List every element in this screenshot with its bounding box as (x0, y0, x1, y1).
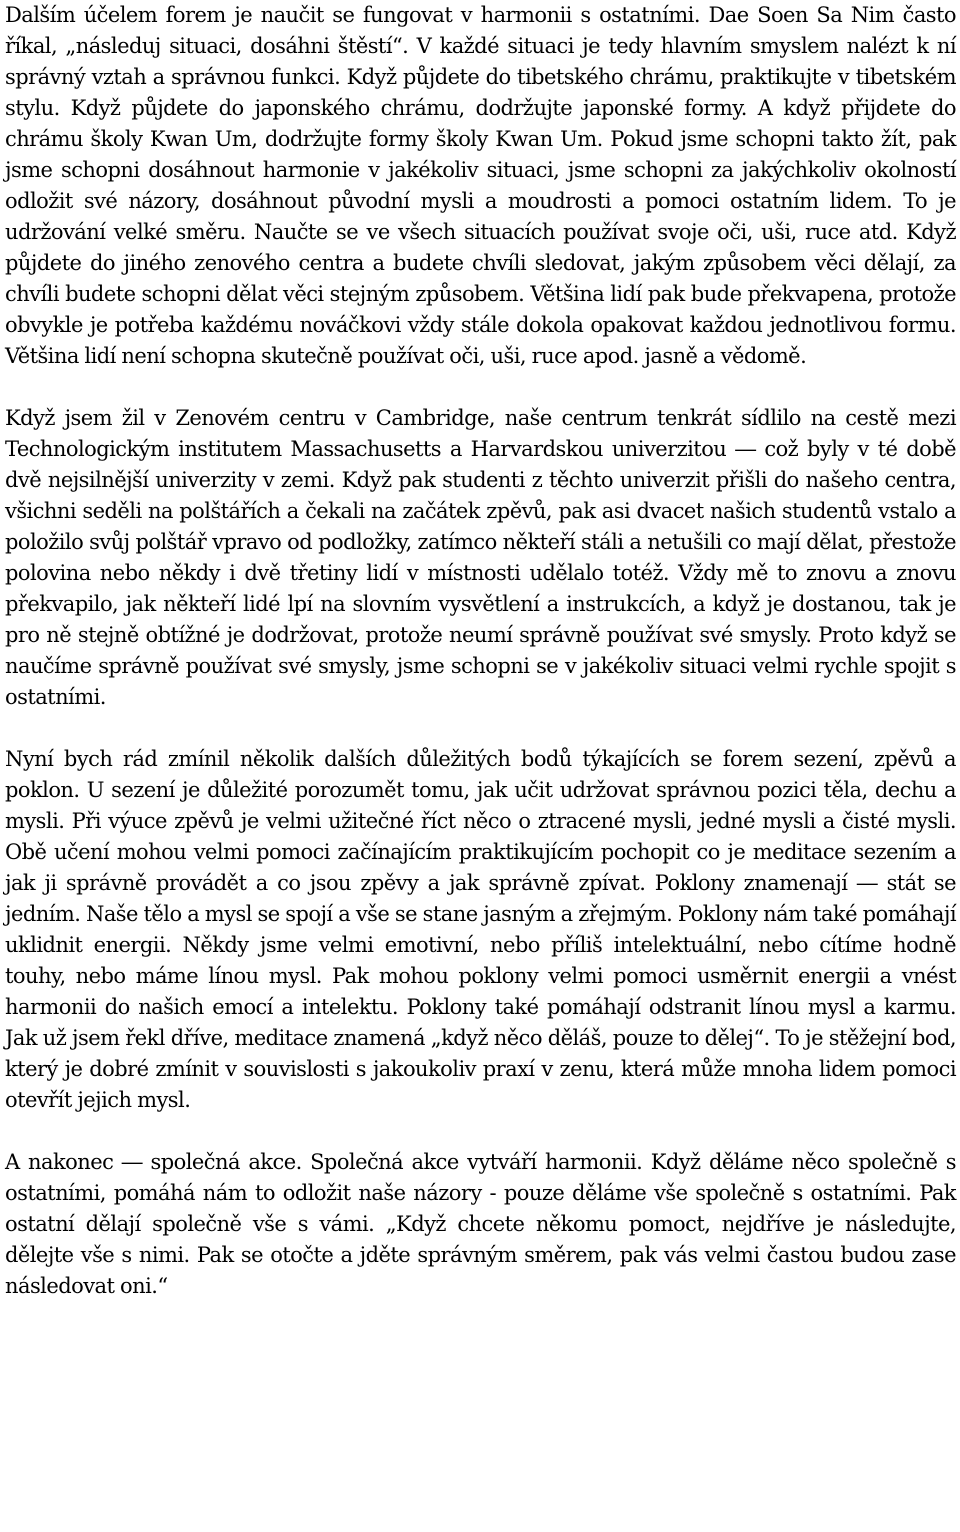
paragraph-sitting-chanting-bowing: Nyní bych rád zmínil několik dalších důležitých bodů týkajících se forem sezení, zpěvů a poklon. U sezení je důležité porozumět tomu, jak učit udržovat správnou pozici těla, dechu a mysli. Při výuce zpěvů je velmi užitečné říct něco o ztracené mysli, jedné mysli a čisté mysli. Obě učení mohou velmi pomoci začínajícím praktikujícím pochopit co je meditace sezením a jak ji správně provádět a co jsou zpěvy a jak správně zpívat. Poklony znamenají ― stát se jedním. Naše tělo a mysl se spojí a vše se stane jasným a zřejmým. Poklony nám také pomáhají uklidnit energii. Někdy jsme velmi emotivní, nebo příliš intelektuální, nebo cítíme hodně touhy, nebo máme línou mysl. Pak mohou poklony velmi pomoci usměrnit energii a vnést harmonii do našich emocí a intelektu. Poklony také pomáhají odstranit línou mysl a karmu. Jak už jsem řekl dříve, meditace znamená „když něco děláš, pouze to dělej“. To je stěžejní bod, který je dobré zmínit v souvislosti s jakoukoliv praxí v zenu, která může mnoha lidem pomoci otevřít jejich mysl. (5, 747, 956, 1112)
paragraph-cambridge-center: Když jsem žil v Zenovém centru v Cambridge, naše centrum tenkrát sídlilo na cestě mezi Technologickým institutem Massachusetts a Harvardskou univerzitou ― což byly v té době dvě nejsilnější univerzity v zemi. Když pak studenti z těchto univerzit přišli do našeho centra, všichni seděli na polštářích a čekali na začátek zpěvů, pak asi dvacet našich studentů vstalo a položilo svůj polštář vpravo od podložky, zatímco někteří stáli a netušili co mají dělat, přestože polovina nebo někdy i dvě třetiny lidí v místnosti udělalo totéž. Vždy mě to znovu a znovu překvapilo, jak někteří lidé lpí na slovním vysvětlení a instrukcích, a když je dostanou, tak je pro ně stejně obtížné je dodržovat, protože neumí správně používat své smysly. Proto když se naučíme správně používat své smysly, jsme schopni se v jakékoliv situaci velmi rychle spojit s ostatními. (5, 406, 956, 709)
paragraph-forms-harmony: Dalším účelem forem je naučit se fungovat v harmonii s ostatními. Dae Soen Sa Nim často říkal, „následuj situaci, dosáhni štěstí“. V každé situaci je tedy hlavním smyslem nalézt k ní správný vztah a správnou funkci. Když půjdete do tibetského chrámu, praktikujte v tibetském stylu. Když půjdete do japonského chrámu, dodržujte japonské formy. A když přijdete do chrámu školy Kwan Um, dodržujte formy školy Kwan Um. Pokud jsme schopni takto žít, pak jsme schopni dosáhnout harmonie v jakékoliv situaci, jsme schopni za jakýchkoliv okolností odložit své názory, dosáhnout původní mysli a moudrosti a pomoci ostatním lidem. To je udržování velké směru. Naučte se ve všech situacích používat svoje oči, uši, ruce atd. Když půjdete do jiného zenového centra a budete chvíli sledovat, jakým způsobem věci dělají, za chvíli budete schopni dělat věci stejným způsobem. Většina lidí pak bude překvapena, protože obvykle je potřeba každému nováčkovi vždy stále dokola opakovat každou jednotlivou formu. Většina lidí není schopna skutečně používat oči, uši, ruce apod. jasně a vědomě. (5, 3, 956, 368)
paragraph-together-action: A nakonec ― společná akce. Společná akce vytváří harmonii. Když děláme něco společně s ostatními, pomáhá nám to odložit naše názory - pouze děláme vše společně s ostatními. Pak ostatní dělají společně vše s vámi. „Když chcete někomu pomoct, nejdříve je následujte, dělejte vše s nimi. Pak se otočte a jděte správným směrem, pak vás velmi častou budou zase následovat oni.“ (5, 1150, 956, 1298)
